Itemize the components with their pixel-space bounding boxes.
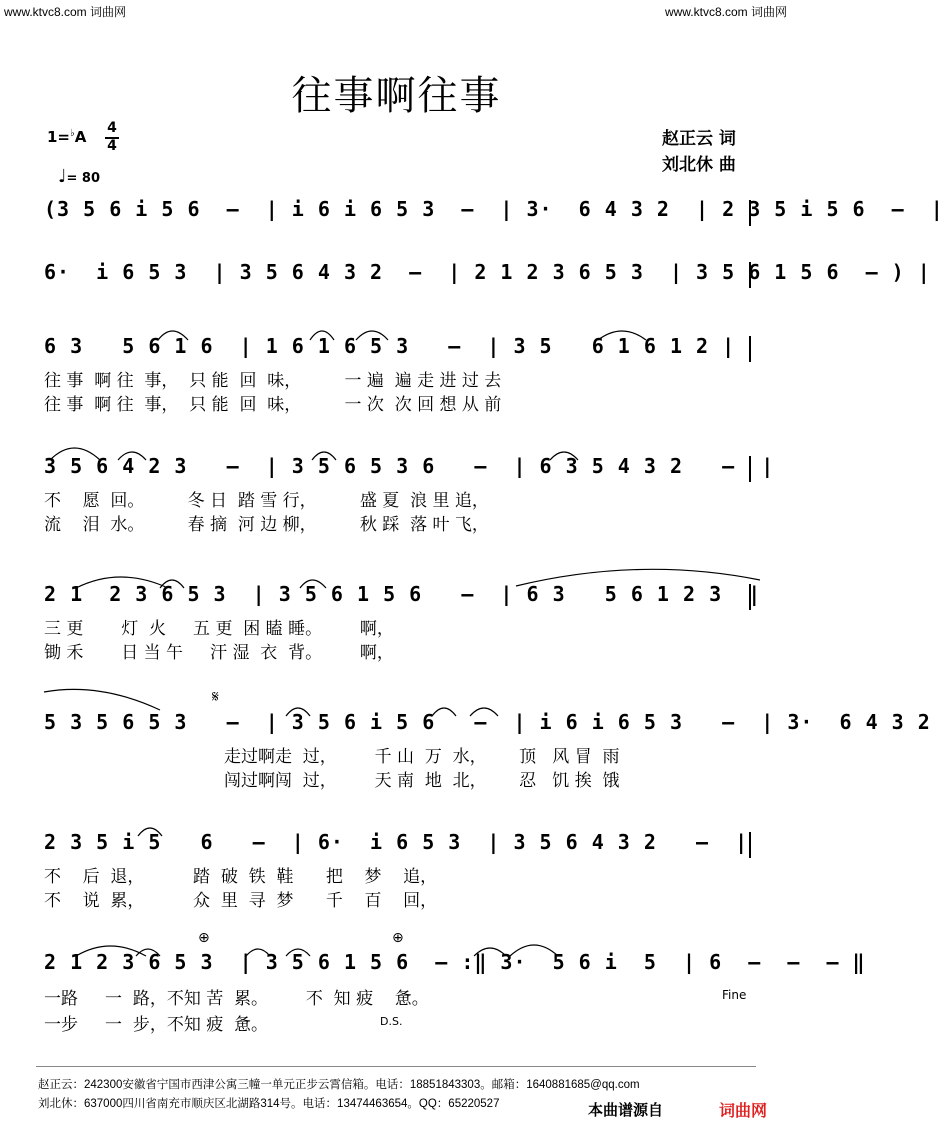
lyrics-row-3-verse-1: 往 事 啊 往 事， 只 能 回 味， 一 遍 遍 走 进 过 去 bbox=[44, 371, 502, 391]
slur bbox=[300, 580, 326, 588]
slur bbox=[516, 569, 760, 586]
coda-sign-2: ⊕ bbox=[392, 930, 404, 946]
slur bbox=[136, 949, 160, 956]
ds-marking: D.S. bbox=[380, 1015, 403, 1028]
slur bbox=[158, 331, 188, 340]
site-logo-text[interactable]: 词曲网 bbox=[719, 1101, 768, 1120]
lyricist-credit: 赵正云 词 bbox=[662, 129, 736, 149]
score-row-1: (3 5 6 i 5 6 – | i 6 i 6 5 3 – | 3· 6 4 3 2 | 2 3 5 i 5 6 – | bbox=[44, 197, 944, 221]
slur bbox=[432, 708, 456, 716]
score-row-7: 2 3 5 i 5 6 – | 6· i 6 5 3 | 3 5 6 4 3 2 – | bbox=[44, 830, 749, 854]
slur bbox=[312, 452, 336, 460]
score-row-3: 6 3 5 6 1 6 | 1 6 1 6 5 3 – | 3 5 6 1 6 1 2 | bbox=[44, 334, 736, 358]
slur bbox=[510, 945, 558, 956]
lyrics-row-6-verse-2: 闯过啊闯 过， 天 南 地 北， 忍 饥 挨 饿 bbox=[224, 771, 620, 791]
segno-sign: 𝄋 bbox=[212, 687, 219, 706]
lyrics-row-7-verse-1: 不 后 退， 踏 破 铁 鞋 把 梦 追， bbox=[44, 867, 438, 887]
lyrics-row-6-verse-1: 走过啊走 过， 千 山 万 水， 顶 风 冒 雨 bbox=[224, 747, 620, 767]
lyrics-row-8-verse-1: 一路 一 路，不知 苦 累。 不 知 疲 惫。 bbox=[44, 989, 429, 1009]
flat-sign: ♭ bbox=[70, 128, 75, 139]
coda-sign-1: ⊕ bbox=[198, 930, 210, 946]
score-row-4: 3 5 6 4 2 3 – | 3 5 6 5 3 6 – | 6 3 5 4 3 2 – | bbox=[44, 454, 775, 478]
lyrics-row-3-verse-2: 往 事 啊 往 事， 只 能 回 味， 一 次 次 回 想 从 前 bbox=[44, 395, 502, 415]
slur bbox=[550, 452, 578, 460]
slur bbox=[356, 331, 388, 340]
lyrics-row-8-verse-2: 一步 一 步，不知 疲 惫。 bbox=[44, 1015, 269, 1035]
watermark-left[interactable]: www.ktvc8.com 词曲网 bbox=[4, 5, 127, 19]
slur bbox=[44, 689, 160, 710]
lyrics-row-5-verse-1: 三 更 灯 火 五 更 困 瞌 睡。 啊， bbox=[44, 619, 394, 639]
composer-credit: 刘北休 曲 bbox=[662, 155, 736, 175]
slur bbox=[76, 577, 168, 588]
song-title: 往事啊往事 bbox=[291, 73, 502, 119]
lyrics-row-4-verse-2: 流 泪 水。 春 摘 河 边 柳， 秋 踩 落 叶 飞， bbox=[44, 515, 489, 535]
slur bbox=[50, 448, 100, 460]
slur bbox=[310, 331, 334, 340]
slur bbox=[246, 949, 270, 956]
score-row-8: 2 1 2 3 6 5 3 | 3 5 6 1 5 6 – :‖ 3· 5 6 i 5 | 6 – – – ‖ bbox=[44, 950, 866, 974]
slur bbox=[76, 946, 146, 956]
slur bbox=[118, 452, 146, 460]
slur bbox=[286, 949, 310, 956]
score-row-6: 5 3 5 6 5 3 – | 3 5 6 i 5 6 – | i 6 i 6 5 3 – | 3· 6 4 3 2 bbox=[44, 710, 931, 734]
source-label: 本曲谱源自 bbox=[585, 1099, 666, 1120]
score-row-5: 2 1 2 3 6 5 3 | 3 5 6 1 5 6 – | 6 3 5 6 1 2 3 | bbox=[44, 582, 762, 606]
slur bbox=[470, 708, 498, 716]
time-sig-bottom: 4 bbox=[107, 138, 117, 154]
key-prefix: 1= bbox=[47, 128, 71, 146]
slur bbox=[474, 948, 506, 956]
lyrics-row-5-verse-2: 锄 禾 日 当 午 汗 湿 衣 背。 啊， bbox=[44, 643, 394, 663]
slur bbox=[598, 331, 646, 340]
lyrics-row-7-verse-2: 不 说 累， 众 里 寻 梦 千 百 回， bbox=[44, 891, 438, 911]
footer-divider bbox=[36, 1066, 756, 1067]
key-tonic: A bbox=[74, 128, 87, 146]
fine-marking: Fine bbox=[722, 988, 747, 1002]
watermark-right[interactable]: www.ktvc8.com 词曲网 bbox=[664, 5, 787, 19]
score-row-2: 6· i 6 5 3 | 3 5 6 4 3 2 – | 2 1 2 3 6 5 3 | 3 5 6 1 5 6 – ) | bbox=[44, 260, 931, 284]
tempo-value: = 80 bbox=[66, 171, 101, 186]
quarter-note-icon: ♩ bbox=[58, 166, 67, 187]
time-sig-top: 4 bbox=[107, 120, 117, 136]
slur bbox=[160, 580, 184, 588]
footer-contact-lyricist: 赵正云：242300安徽省宁国市西津公寓三幢一单元正步云霄信箱。电话：18851843303。邮箱：1640881685@qq.com bbox=[38, 1079, 640, 1091]
lyrics-row-4-verse-1: 不 愿 回。 冬 日 踏 雪 行， 盛 夏 浪 里 追， bbox=[44, 491, 489, 511]
slur bbox=[138, 828, 162, 836]
slur bbox=[286, 708, 310, 716]
footer-contact-composer: 刘北休：637000四川省南充市顺庆区北湖路314号。电话：13474463654。QQ：65220527 bbox=[38, 1098, 500, 1110]
